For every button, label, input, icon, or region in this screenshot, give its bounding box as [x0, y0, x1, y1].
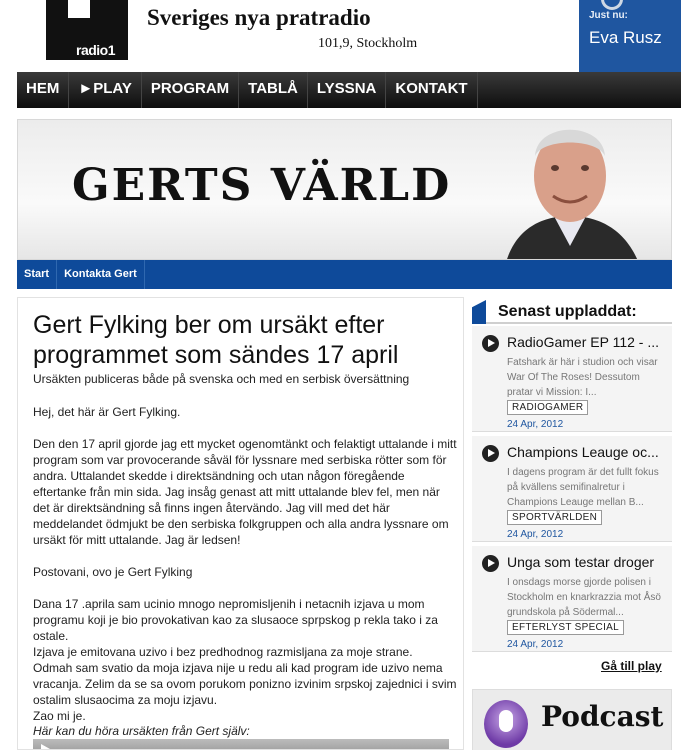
- host-portrait: [475, 119, 665, 260]
- logo-notch: [68, 0, 90, 18]
- sidebar-heading-bar: [472, 300, 672, 324]
- article-paragraph: Dana 17 .aprila sam ucinio mnogo nepromisljenih i netacnih izjava u mom programu koji je bio provokativan kao za slusaoce sprpskog p rekla tako i za ostale. Izjava je emitovana uzivo i bez predhodnog razmisljana za moje strane. Odmah sam svatio da moja izjava nije u redu ali kad program ide uzivo nema vracanja. Zelim da se sa ovom porukom ponizno izvinim srpskoj zajednici i svim ostalim slusaocima za moju izjavu. Zao mi je.: [33, 597, 457, 723]
- play-icon[interactable]: [41, 744, 50, 750]
- article-paragraph: Den den 17 april gjorde jag ett mycket ogenomtänkt och felaktigt uttalande i mitt program som var provocerande såväl för lyssnare med serbiska rötter som för andra. Uttalandet skedde i direktsändning och utan någon föregående eftertanke från min sida. Jag insåg genast att mitt uttalande blev fel, men när det är direktsändning så finns ingen återvändo. Jag vill med det här meddelandet ödmjukt be den serbiska folkgruppen och alla andra lyssnare om ursäkt för mitt uttalande. Jag är ledsen!: [33, 437, 457, 547]
- audio-player[interactable]: [33, 739, 449, 750]
- article-lead: Ursäkten publiceras både på svenska och med en serbisk översättning: [33, 372, 410, 386]
- program-subnav: [17, 260, 672, 289]
- audio-label: Här kan du höra ursäkten från Gert själv:: [33, 724, 250, 738]
- subnav-start[interactable]: Start: [17, 260, 57, 289]
- podcast-label: Podcast: [541, 700, 664, 733]
- nav-program[interactable]: PROGRAM: [142, 72, 239, 108]
- upload-title[interactable]: Unga som testar droger: [507, 554, 655, 570]
- upload-desc: Fatshark är här i studion och visar War Of The Roses! Dessutom pratar vi Mission: I...: [507, 357, 658, 398]
- nav-kontakt[interactable]: KONTAKT: [386, 72, 477, 108]
- upload-desc: I dagens program är det fullt fokus på kvällens semifinalretur i Champions Leauge mellan B...: [507, 467, 659, 508]
- sidebar-heading: Senast uppladdat:: [498, 303, 637, 320]
- nav-lyssna[interactable]: LYSSNA: [308, 72, 386, 108]
- nav-tabla[interactable]: TABLÅ: [239, 72, 308, 108]
- nav-hem[interactable]: HEM: [17, 72, 69, 108]
- logo-text: radio1: [76, 42, 116, 58]
- article-paragraph: Postovani, ovo je Gert Fylking: [33, 565, 193, 579]
- upload-tag[interactable]: SPORTVÄRLDEN: [507, 510, 602, 525]
- disc-icon: [601, 0, 623, 10]
- play-circle-icon[interactable]: [482, 335, 499, 352]
- upload-item[interactable]: [472, 546, 672, 652]
- article-body: [33, 404, 458, 740]
- upload-date: 24 Apr, 2012: [507, 529, 564, 540]
- play-circle-icon[interactable]: [482, 555, 499, 572]
- now-playing-box[interactable]: [579, 0, 681, 72]
- podcast-box[interactable]: [472, 689, 672, 750]
- play-circle-icon[interactable]: [482, 445, 499, 462]
- site-header: [0, 0, 681, 72]
- subnav-kontakta[interactable]: Kontakta Gert: [57, 260, 145, 289]
- upload-tag[interactable]: RADIOGAMER: [507, 400, 588, 415]
- now-playing-label: Just nu:: [589, 10, 628, 21]
- podcast-icon: [484, 700, 528, 748]
- upload-desc: I onsdags morse gjorde polisen i Stockholm en knarkrazzia mot Åsö grundskola på Södermal...: [507, 577, 661, 618]
- nav-play[interactable]: ►PLAY: [69, 72, 141, 108]
- upload-date: 24 Apr, 2012: [507, 419, 564, 430]
- article: [17, 297, 464, 750]
- article-title: Gert Fylking ber om ursäkt efter programmet som sändes 17 april: [33, 311, 399, 369]
- upload-date: 24 Apr, 2012: [507, 639, 564, 650]
- article-paragraph: Hej, det här är Gert Fylking.: [33, 405, 181, 419]
- upload-item[interactable]: [472, 436, 672, 542]
- upload-title[interactable]: RadioGamer EP 112 - ...: [507, 334, 659, 350]
- site-slogan: Sveriges nya pratradio: [147, 5, 371, 30]
- radio1-logo[interactable]: [46, 0, 128, 60]
- upload-item[interactable]: [472, 326, 672, 432]
- main-nav: [17, 72, 681, 108]
- program-title: GERTS VÄRLD: [72, 160, 452, 211]
- program-banner: [17, 119, 672, 260]
- site-frequency: 101,9, Stockholm: [318, 36, 418, 51]
- now-playing-host: Eva Rusz: [589, 28, 662, 47]
- upload-tag[interactable]: EFTERLYST SPECIAL: [507, 620, 624, 635]
- goto-play-link[interactable]: Gå till play: [601, 659, 662, 673]
- flag-icon: [472, 300, 486, 324]
- upload-title[interactable]: Champions Leauge oc...: [507, 444, 659, 460]
